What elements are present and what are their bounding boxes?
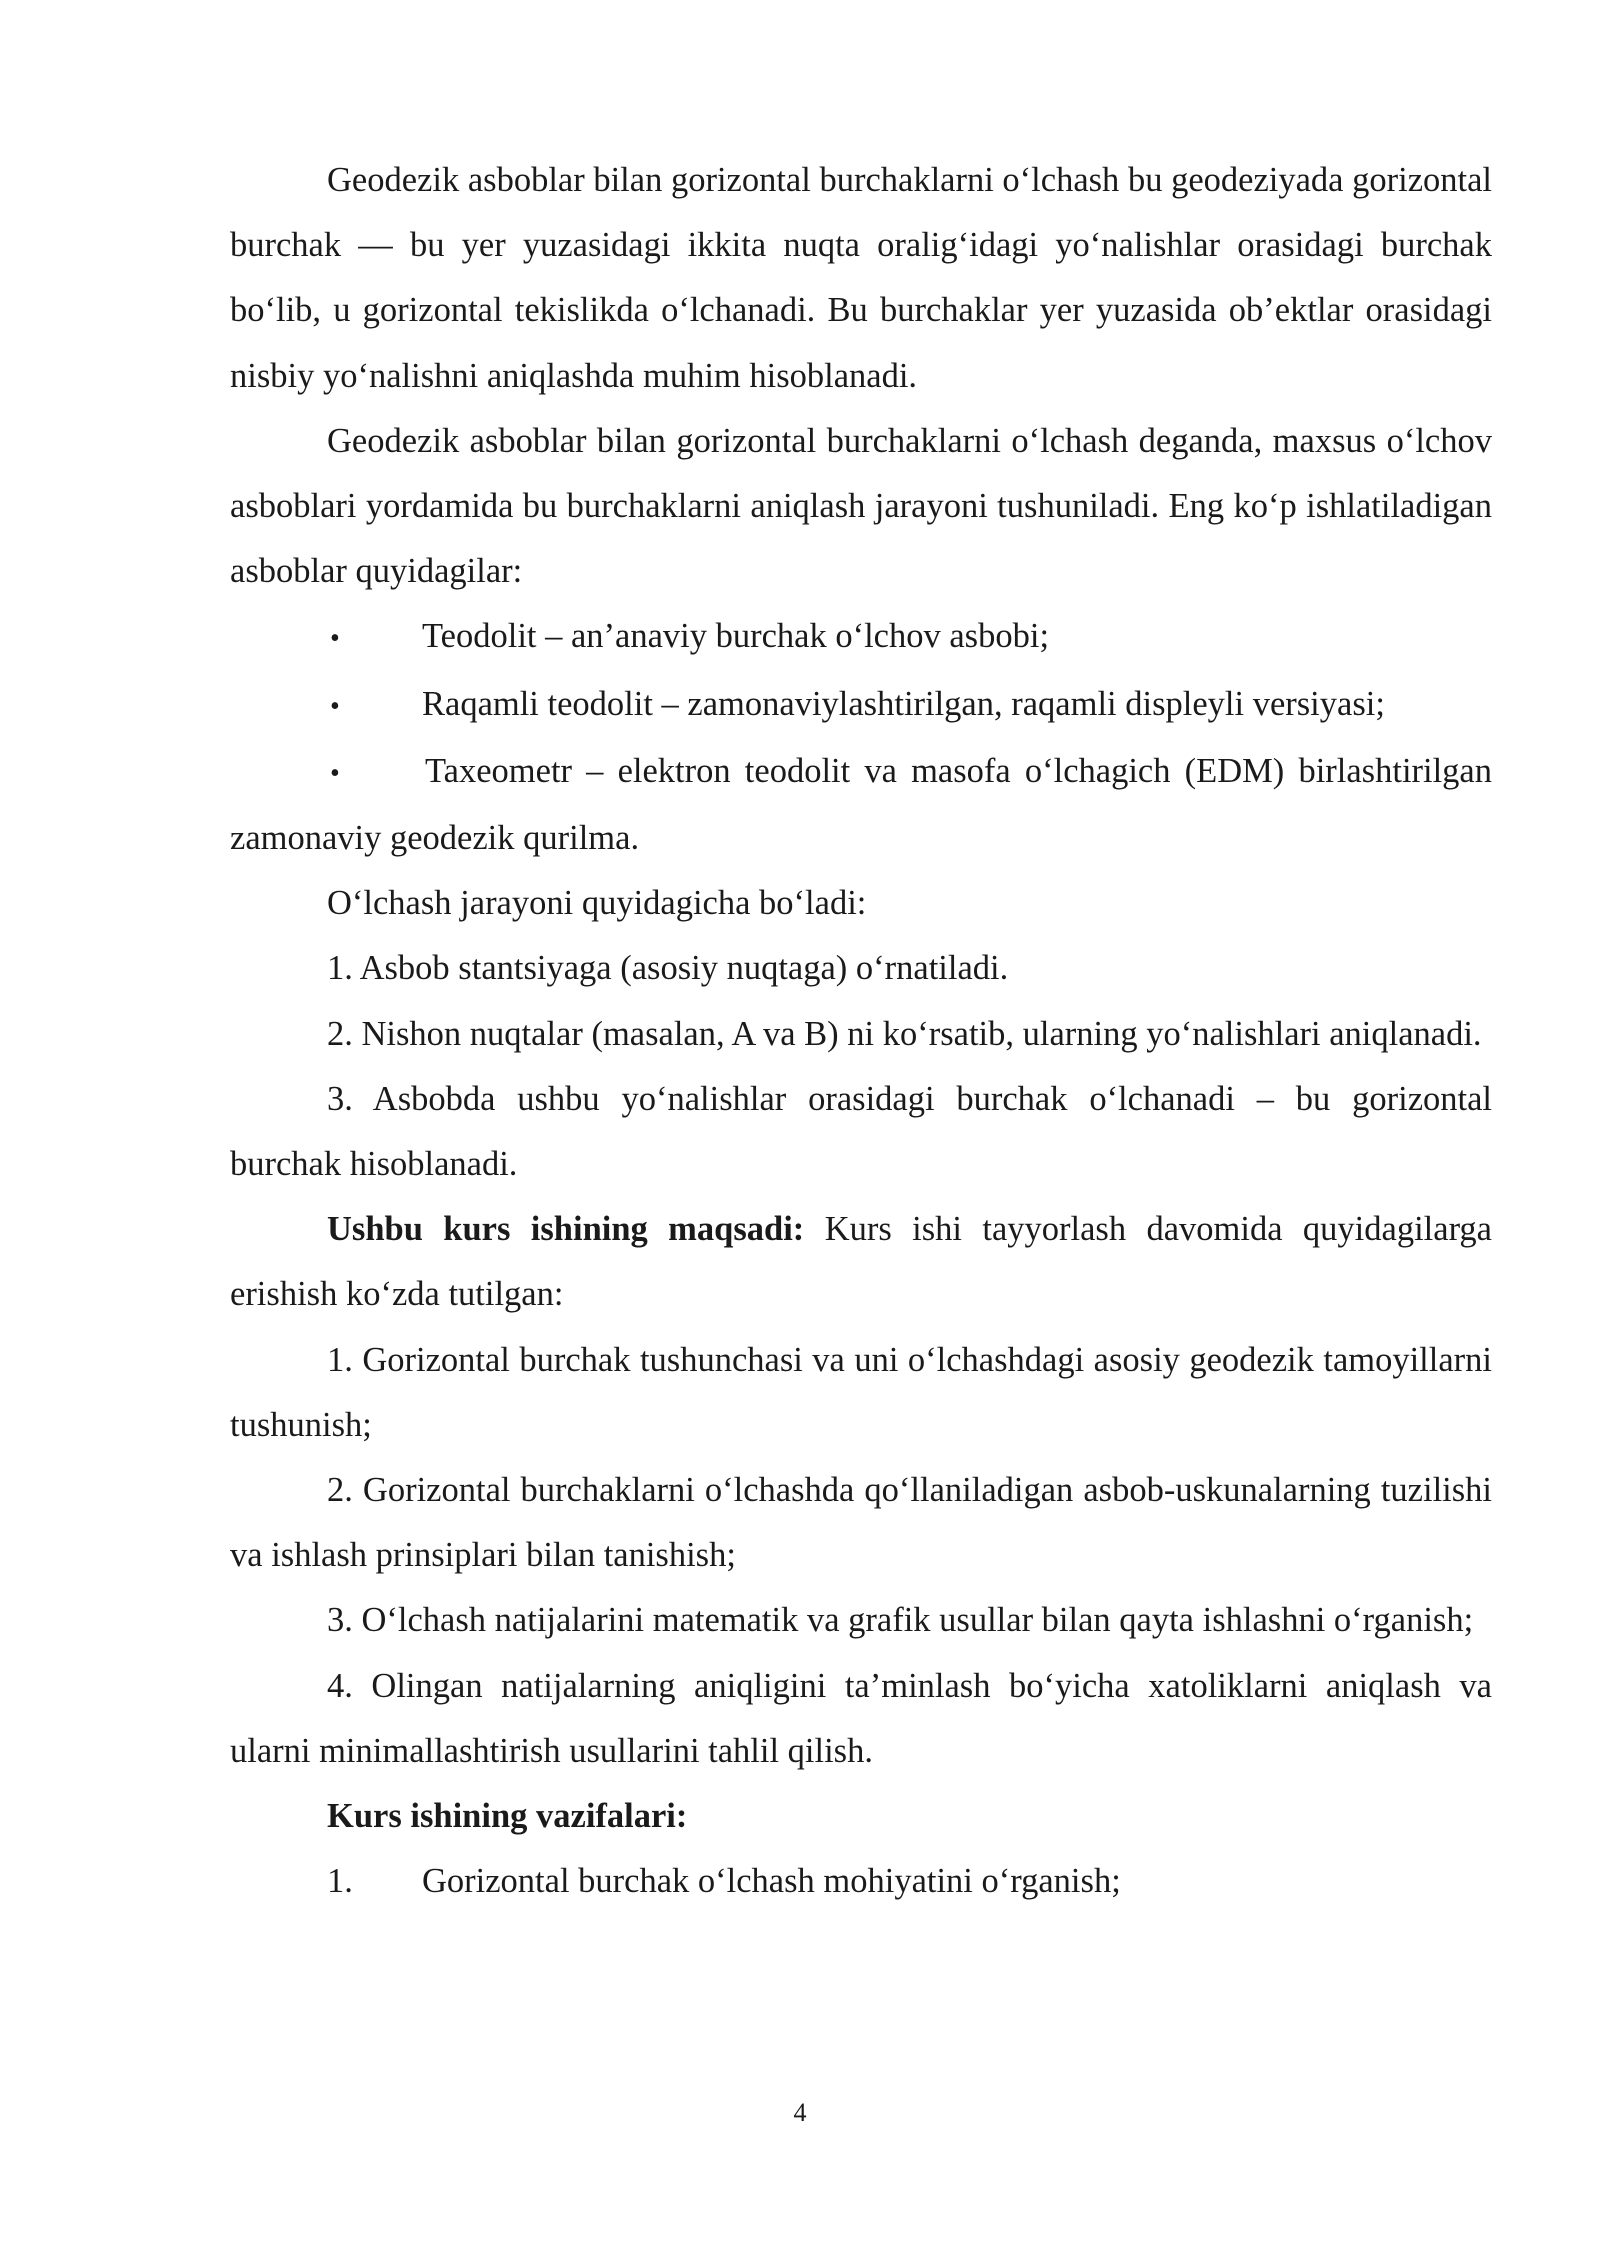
goal-item: 2. Gorizontal burchaklarni o‘lchashda qo‘llaniladigan asbob-uskunalarning tuzilishi va ishlash prinsiplari bilan tanishish;: [230, 1471, 1492, 1575]
paragraph-instruments: Geodezik asboblar bilan gorizontal burchaklarni o‘lchash deganda, maxsus o‘lchov asboblari yordamida bu burchaklarni aniqlash jarayoni tushuniladi. Eng ko‘p ishlatiladigan asboblar quyidagilar:: [230, 421, 1492, 591]
task-number: 1.: [327, 1862, 353, 1901]
paragraph-intro: Geodezik asboblar bilan gorizontal burchaklarni o‘lchash bu geodeziyada gorizontal burchak — bu yer yuzasidagi ikkita nuqta oralig‘idagi yo‘nalishlar orasidagi burchak bo‘lib, u gorizontal tekislikda o‘lchanadi. Bu burchaklar yer yuzasida ob’ektlar orasidagi nisbiy yo‘nalishni aniqlashda muhim hisoblanadi.: [230, 161, 1492, 395]
goal-item: 1. Gorizontal burchak tushunchasi va uni o‘lchashdagi asosiy geodezik tamoyillarni tushunish;: [230, 1340, 1492, 1444]
list-item-text: Raqamli teodolit – zamonaviylashtirilgan, raqamli displeyli versiyasi;: [422, 684, 1385, 723]
process-step: 3. Asbobda ushbu yo‘nalishlar orasidagi burchak o‘lchanadi – bu gorizontal burchak hisoblanadi.: [230, 1079, 1492, 1184]
task-item: [230, 1849, 1492, 1914]
document-page: [230, 148, 1492, 1914]
task-text: Gorizontal burchak o‘lchash mohiyatini o‘rganish;: [422, 1862, 1121, 1901]
list-item-text: Teodolit – an’anaviy burchak o‘lchov asbobi;: [422, 617, 1050, 656]
paragraph-process: O‘lchash jarayoni quyidagicha bo‘ladi:: [327, 884, 867, 923]
bullet-icon: •: [330, 757, 340, 789]
list-item-text: Taxeometr – elektron teodolit va masofa o‘lchagich (EDM) birlashtirilgan zamonaviy geodezik qurilma.: [230, 751, 1492, 858]
list-item: [230, 739, 1492, 871]
goal-item: 3. O‘lchash natijalarini matematik va grafik usullar bilan qayta ishlashni o‘rganish;: [327, 1601, 1474, 1640]
process-step: 2. Nishon nuqtalar (masalan, A va B) ni ko‘rsatib, ularning yo‘nalishlari aniqlanadi.: [327, 1014, 1482, 1053]
list-item: [230, 672, 1492, 739]
bullet-icon: •: [330, 690, 340, 722]
process-step: 1. Asbob stantsiyaga (asosiy nuqtaga) o‘rnatiladi.: [327, 949, 1009, 988]
goal-item: 4. Olingan natijalarning aniqligini ta’minlash bo‘yicha xatoliklarni aniqlash va ularni minimallashtirish usullarini tahlil qilish.: [230, 1666, 1492, 1770]
paragraph-goal: [230, 1197, 1492, 1327]
goal-text: Kurs ishi tayyorlash davomida quyidagilarga erishish ko‘zda tutilgan:: [230, 1210, 1492, 1314]
page-number: 4: [793, 2098, 807, 2127]
goal-heading: Ushbu kurs ishining maqsadi:: [327, 1210, 805, 1249]
bullet-icon: •: [330, 623, 340, 655]
tasks-heading: Kurs ishining vazifalari:: [327, 1797, 688, 1836]
list-item: [230, 604, 1492, 671]
